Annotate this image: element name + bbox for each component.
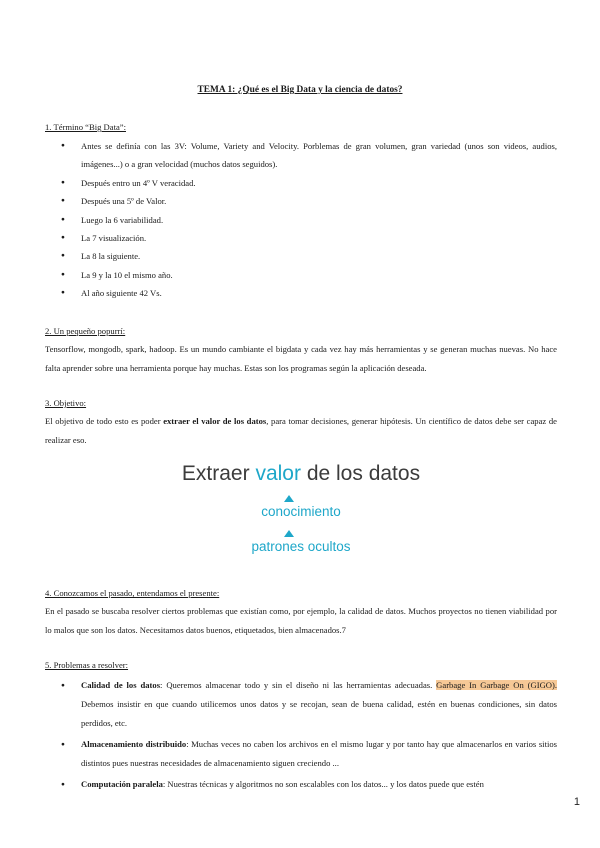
list-item: ● La 9 y la 10 el mismo año.: [45, 266, 557, 284]
list-item: ● Después una 5º de Valor.: [45, 192, 557, 210]
list-item: [45, 735, 557, 773]
text-run: El objetivo de todo esto es poder: [45, 416, 164, 426]
bold-run: Computación paralela: [81, 779, 163, 789]
highlighted-run: Garbage In Garbage On (GIGO).: [436, 680, 557, 690]
section-pasado-presente: [45, 584, 557, 640]
section-1-heading: 1. Término “Big Data”:: [45, 122, 126, 132]
section-5-heading: 5. Problemas a resolver:: [45, 660, 129, 670]
arrow-up-icon: [284, 530, 294, 537]
diagram-line-value: [168, 462, 434, 486]
text-run: : Muchas veces no caben los archivos en el mismo lugar y por tanto hay que almacenarlos en varios sitios distintos pues nuestras necesidades de almacenamiento siguen creciendo ...: [81, 739, 557, 768]
page-title: TEMA 1: ¿Qué es el Big Data y la ciencia de datos?: [197, 85, 403, 95]
text-run: Debemos insistir en que cuando utilicemos unos datos y se recojan, sean de buena calidad, estén en buenas condiciones, sin datos perdidos, etc.: [81, 699, 557, 728]
bullet-list-problems: [45, 676, 557, 794]
list-item: ● Al año siguiente 42 Vs.: [45, 284, 557, 302]
section-big-data-term: [45, 118, 557, 303]
diagram-text: Extraer: [181, 462, 256, 485]
section-3-heading: 3. Objetivo:: [45, 398, 87, 408]
page-number: 1: [573, 796, 580, 808]
value-extraction-diagram: [168, 462, 434, 562]
text-run: , para tomar decisiones, generar hipótesis. Un científico de datos debe ser capaz de realizar eso.: [45, 416, 557, 445]
section-4-text: En el pasado se buscaba resolver ciertos problemas que existían como, por ejemplo, la calidad de datos. Muchos proyectos no tienen viabilidad por lo malos que son los datos. Necesitamos datos buenos, etiquetados, bien almacenados.7: [45, 606, 557, 635]
text-run: : Queremos almacenar todo y sin el diseño ni las herramientas adecuadas.: [160, 680, 437, 690]
list-item: ● La 8 la siguiente.: [45, 247, 557, 265]
diagram-line-knowledge: conocimiento: [261, 504, 341, 519]
bold-run: Calidad de los datos: [81, 680, 161, 690]
list-item: ● Luego la 6 variabilidad.: [45, 211, 557, 229]
text-run: : Nuestras técnicas y algoritmos no son escalables con los datos... y los datos puede que estén: [162, 779, 484, 789]
bold-run: extraer el valor de los datos: [163, 416, 267, 426]
arrow-up-icon: [284, 495, 294, 502]
list-item: ● La 7 visualización.: [45, 229, 557, 247]
section-objetivo: [45, 394, 557, 450]
diagram-line-patterns: patrones ocultos: [251, 539, 351, 554]
bold-run: Almacenamiento distribuido: [81, 739, 187, 749]
section-4-heading: 4. Conozcamos el pasado, entendamos el presente:: [45, 588, 220, 598]
section-2-heading: 2. Un pequeño popurrí:: [45, 326, 126, 336]
list-item: ● Después entro un 4º V veracidad.: [45, 174, 557, 192]
diagram-text: de los datos: [300, 462, 421, 485]
list-item: [45, 775, 557, 794]
section-2-text: Tensorflow, mongodb, spark, hadoop. Es un mundo cambiante el bigdata y cada vez hay más herramientas y se generan muchas nuevas. No hace falta aprender sobre una herramienta porque hay muchas. Estas son los programas según la aplicación deseada.: [45, 344, 557, 373]
section-popurri: [45, 322, 557, 378]
diagram-accent-text: valor: [255, 462, 301, 485]
section-problemas: [45, 656, 557, 794]
list-item: ● Antes se definía con las 3V: Volume, Variety and Velocity. Porblemas de gran volumen, gran variedad (unos son videos, audios, imágenes...) o a gran velocidad (muchos datos seguidos).: [45, 137, 557, 174]
list-item: [45, 676, 557, 733]
bullet-list-v: [45, 137, 557, 303]
section-3-text: [45, 412, 557, 450]
